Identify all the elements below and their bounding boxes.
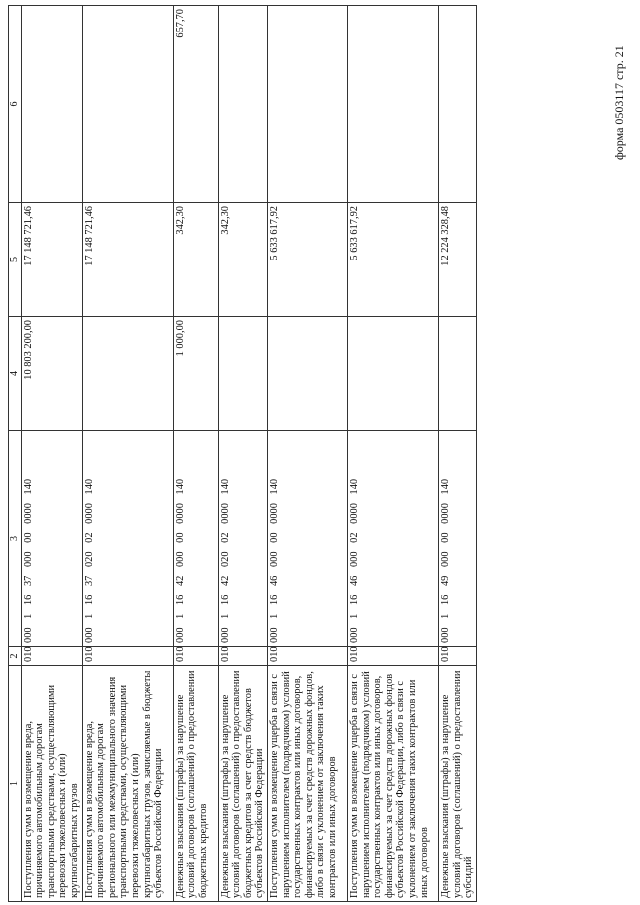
executed-amount: 342,30 xyxy=(173,203,218,317)
column-number: 1 xyxy=(9,666,22,902)
table-row xyxy=(21,6,82,902)
column-number: 3 xyxy=(9,431,22,647)
form-label: форма 0503117 стр. 21 xyxy=(612,45,626,160)
budget-classification-code: 000 1 16 49 000 00 0000 140 xyxy=(438,431,476,647)
table-row xyxy=(267,6,347,902)
approved-amount xyxy=(267,317,347,431)
table-row xyxy=(438,6,476,902)
row-name: Поступления сумм в возмещение ущерба в связи с нарушением исполнителем (подрядчиком) условий государственных контрактов или иных договоров, финансируемых за счет средств дорожных фондов, либо в связи с уклонением от заключения таких контрактов или иных договоров xyxy=(267,666,347,902)
row-name: Поступления сумм в возмещение ущерба в связи с нарушением исполнителем (подрядчиком) условий государственных контрактов или иных договоров, финансируемых за счет средств дорожных фондов субъектов Российской Федерации, либо в связи с уклонением от заключения таких контрактов или иных договоров xyxy=(347,666,438,902)
unexecuted-amount xyxy=(82,6,173,203)
row-name: Денежные взыскания (штрафы) за нарушение условий договоров (соглашений) о предоставлении субсидий xyxy=(438,666,476,902)
row-name: Денежные взыскания (штрафы) за нарушение условий договоров (соглашений) о предоставлении бюджетных кредитов xyxy=(173,666,218,902)
unexecuted-amount xyxy=(438,6,476,203)
approved-amount xyxy=(438,317,476,431)
column-number: 2 xyxy=(9,647,22,666)
approved-amount xyxy=(82,317,173,431)
row-name: Поступления сумм в возмещение вреда, причиняемого автомобильным дорогам транспортными средствами, осуществляющими перевозки тяжеловесных и (или) крупногабаритных грузов xyxy=(21,666,82,902)
line-code: 010 xyxy=(267,647,347,666)
line-code: 010 xyxy=(82,647,173,666)
unexecuted-amount xyxy=(267,6,347,203)
line-code: 010 xyxy=(21,647,82,666)
column-number: 6 xyxy=(9,6,22,203)
line-code: 010 xyxy=(438,647,476,666)
executed-amount: 12 224 328,48 xyxy=(438,203,476,317)
table-body xyxy=(9,6,477,902)
table-row xyxy=(218,6,267,902)
unexecuted-amount xyxy=(218,6,267,203)
budget-classification-code: 000 1 16 46 000 02 0000 140 xyxy=(347,431,438,647)
executed-amount: 5 633 617,92 xyxy=(347,203,438,317)
budget-classification-code: 000 1 16 37 020 02 0000 140 xyxy=(82,431,173,647)
approved-amount xyxy=(347,317,438,431)
column-number: 4 xyxy=(9,317,22,431)
executed-amount: 17 148 721,46 xyxy=(82,203,173,317)
table-row xyxy=(82,6,173,902)
row-name: Поступления сумм в возмещение вреда, причиняемого автомобильным дорогам регионального или межмуниципального значения транспортными средствами, осуществляющими перевозки тяжеловесных и (или) крупногабаритных грузов, зачисляемые в бюджеты субъектов Российской Федерации xyxy=(82,666,173,902)
executed-amount: 342,30 xyxy=(218,203,267,317)
budget-classification-code: 000 1 16 42 020 02 0000 140 xyxy=(218,431,267,647)
approved-amount xyxy=(218,317,267,431)
budget-classification-code: 000 1 16 46 000 00 0000 140 xyxy=(267,431,347,647)
column-number: 5 xyxy=(9,203,22,317)
unexecuted-amount xyxy=(347,6,438,203)
line-code: 010 xyxy=(218,647,267,666)
line-code: 010 xyxy=(173,647,218,666)
approved-amount: 1 000,00 xyxy=(173,317,218,431)
line-code: 010 xyxy=(347,647,438,666)
unexecuted-amount: 657,70 xyxy=(173,6,218,203)
table-row xyxy=(347,6,438,902)
budget-classification-code: 000 1 16 42 000 00 0000 140 xyxy=(173,431,218,647)
budget-classification-code: 000 1 16 37 000 00 0000 140 xyxy=(21,431,82,647)
unexecuted-amount xyxy=(21,6,82,203)
row-name: Денежные взыскания (штрафы) за нарушение условий договоров (соглашений) о предоставлении бюджетных кредитов за счет средств бюджетов субъектов Российской Федерации xyxy=(218,666,267,902)
revenue-table xyxy=(8,5,477,902)
approved-amount: 10 803 200,00 xyxy=(21,317,82,431)
table-row xyxy=(173,6,218,902)
executed-amount: 5 633 617,92 xyxy=(267,203,347,317)
column-number-row xyxy=(9,6,22,902)
executed-amount: 17 148 721,46 xyxy=(21,203,82,317)
